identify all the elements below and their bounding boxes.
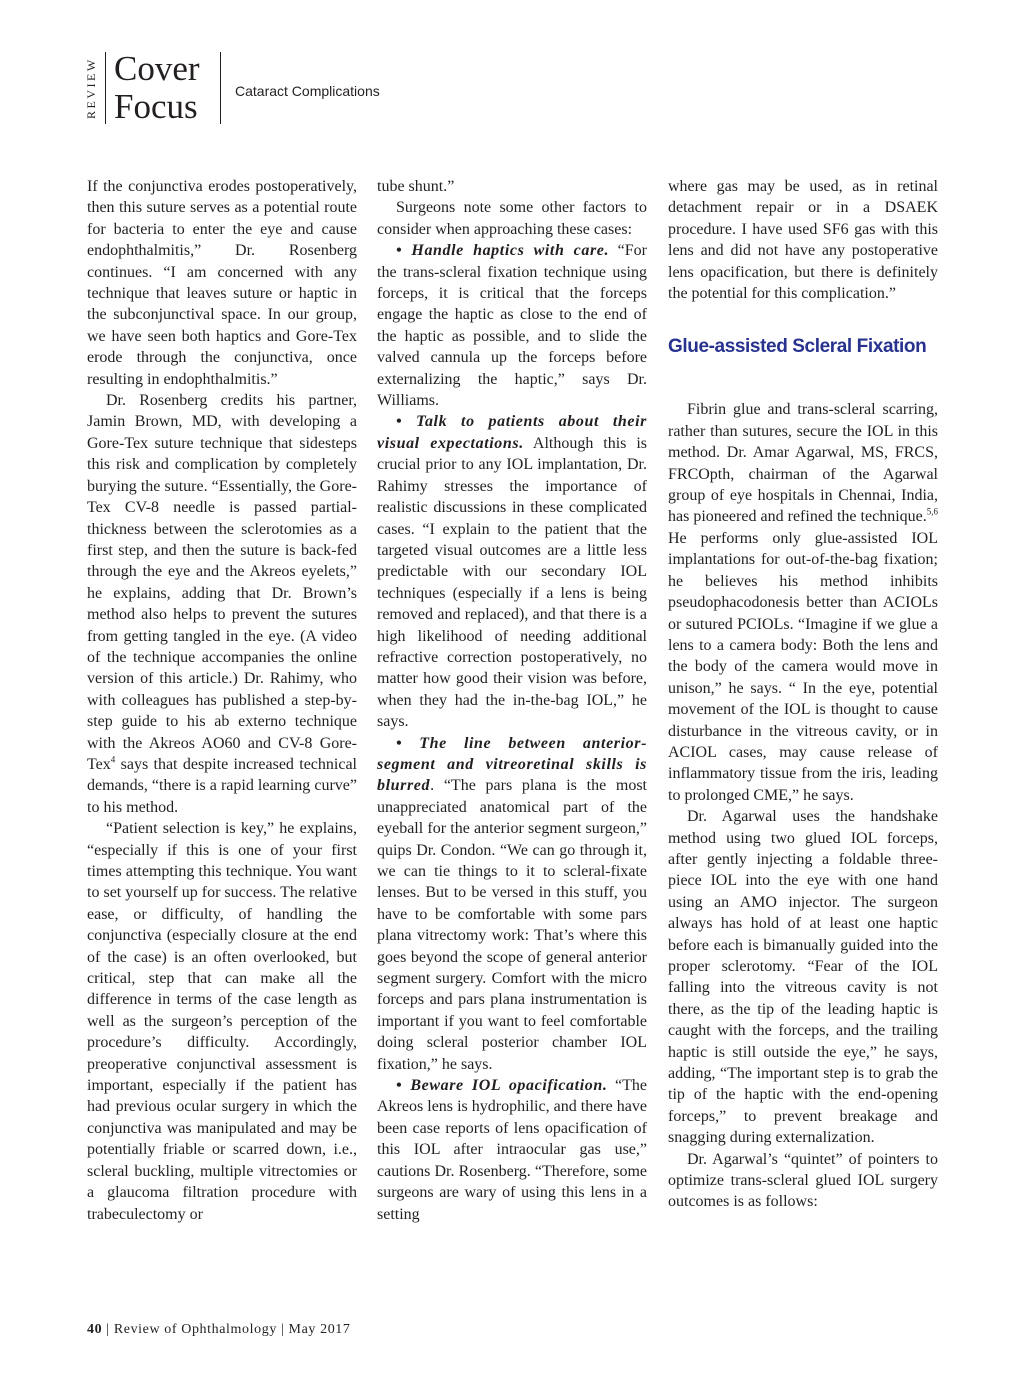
paragraph: tube shunt.” — [377, 178, 455, 195]
paragraph: Surgeons note some other factors to consider when approaching these cases: — [377, 199, 647, 238]
bullet-item — [377, 240, 647, 411]
article-column-3 — [668, 176, 938, 1213]
text-run: Dr. Rosenberg credits his partner, Jamin Brown, MD, with developing a Gore-Tex suture technique that sidesteps this risk and complication by completely burying the suture. “Essentially, the Gore-Tex CV-8 needle is passed partial-thickness between the sclerotomies as a first step, and then the suture is back-fed through the eye and the Akreos eyelets,” he explains, adding that Dr. Brown’s method also helps to prevent the sutures from getting tangled in the eye. (A video of the technique accompanies the online version of this article.) Dr. Rahimy, who with colleagues has published a step-by-step guide to his ab externo technique with the Akreos AO60 and CV-8 Gore-Tex — [87, 392, 357, 773]
bullet-item — [377, 733, 647, 1076]
article-column-1 — [87, 176, 357, 1225]
citation-superscript: 4 — [110, 754, 116, 765]
bullet-lead: • Beware IOL opacification. — [396, 1077, 608, 1095]
footer-separator: | — [276, 1322, 289, 1337]
page-footer — [87, 1322, 351, 1338]
paragraph: If the conjunctiva erodes postoperatively, then this suture serves as a potential route for bacteria to enter the eye and cause endophthalmitis,” Dr. Rosenberg continues. “I am concerned with any technique that leaves suture or haptic in the subconjunctival space. In our group, we have seen both haptics and Gore-Tex erode through the conjunctiva, once resulting in endophthalmitis.” — [87, 178, 357, 388]
text-run: says that despite increased technical demands, “there is a rapid learning curve” to his method. — [87, 755, 357, 816]
paragraph: “Patient selection is key,” he explains, “especially if this is one of your first times attempting this technique. You want to set yourself up for success. The relative ease, or difficulty, of handling the conjunctiva (especially closure at the end of the case) is an often overlooked, but critical, step that can make all the difference in terms of the case length as well as the surgeon’s perception of the procedure’s difficulty. Accordingly, preoperative conjunctival assessment is important, especially if the patient has had previous ocular surgery in which the conjunctiva was manipulated and may be potentially friable or scarred down, i.e., scleral buckling, multiple vitrectomies or a glaucoma filtration procedure with trabeculectomy or — [87, 820, 357, 1223]
text-run: He performs only glue-assisted IOL implantations for out-of-the-bag fixation; he believes his method inhibits pseudophacodonesis better than ACIOLs or sutured PCIOLs. “Imagine if we glue a lens to a camera body: Both the lens and the body of the camera would move in unison,” he says. “ In the eye, potential movement of the IOL is thought to cause disturbance in the vitreous cavity, or in ACIOL cases, may cause release of inflammatory tissue from the iris, leading to prolonged CME,” he says. — [668, 529, 938, 804]
citation-superscript: 5,6 — [926, 507, 938, 518]
cover-focus-title — [114, 50, 200, 126]
focus-word: Focus — [114, 87, 198, 126]
article-column-2 — [377, 176, 647, 1225]
masthead-divider — [220, 52, 221, 124]
publication-name: Review of Ophthalmology — [113, 1322, 277, 1337]
issue-date: May 2017 — [288, 1322, 351, 1337]
review-label: REVIEW — [84, 57, 98, 119]
paragraph: Dr. Agarwal’s “quintet” of pointers to optimize trans-scleral glued IOL surgery outcomes is as follows: — [668, 1150, 938, 1211]
bullet-text: “The Akreos lens is hydrophilic, and there have been case reports of lens opacification of this IOL after intraocular gas use,” cautions Dr. Rosenberg. “Therefore, some surgeons are wary of using this lens in a setting — [377, 1077, 647, 1223]
bullet-lead: • The line between anterior-segment and vitreoretinal skills is blurred — [377, 734, 647, 795]
bullet-lead: • Talk to patients about their visual expectations. — [377, 413, 647, 452]
bullet-text: . “The pars plana is the most unappreciated anatomical part of the eyeball for the anterior segment surgeon,” quips Dr. Condon. “We can go through it, we can tie things to it to scleral-fixate lenses. But to be versed in this stuff, you have to be comfortable with some pars plana vitrectomy work: That’s where this goes beyond the scope of general anterior segment surgery. Comfort with the micro forceps and pars plana instrumentation is important if you want to feel comfortable doing scleral posterior chamber IOL fixation,” he says. — [377, 777, 647, 1073]
bullet-text: “For the trans-scleral fixation technique using forceps, it is critical that the forceps engage the haptic as close to the end of the haptic as possible, and to slide the valved cannula up the forceps before externalizing the haptic,” says Dr. Williams. — [377, 242, 647, 410]
cover-word: Cover — [114, 49, 200, 88]
paragraph: where gas may be used, as in retinal detachment repair or in a DSAEK procedure. I have used SF6 gas with this lens and did not have any postoperative lens opacification, but there is definitely the potential for this complication.” — [668, 178, 938, 303]
section-subhead: Glue-assisted Scleral Fixation — [668, 336, 927, 358]
bullet-lead: • Handle haptics with care. — [396, 242, 610, 260]
text-run: Fibrin glue and trans-scleral scarring, rather than sutures, secure the IOL in this method. Dr. Amar Agarwal, MS, FRCS, FRCOpth, chairman of the Agarwal group of eye hospitals in Chennai, India, has pioneered and refined the technique. — [668, 401, 938, 526]
footer-separator: | — [102, 1322, 114, 1337]
section-label: Cataract Complications — [235, 83, 380, 99]
bullet-item — [377, 411, 647, 732]
masthead-divider — [105, 52, 106, 124]
paragraph — [668, 399, 938, 806]
page-number: 40 — [87, 1322, 103, 1337]
paragraph — [87, 390, 357, 818]
paragraph: Dr. Agarwal uses the handshake method using two glued IOL forceps, after gently injecting a foldable three-piece IOL into the eye with one hand using an AMO injector. The surgeon always has hold of at least one haptic before each is bimanually guided into the proper sclerotomy. “Fear of the IOL falling into the vitreous cavity is not there, as the tip of the leading haptic is caught with the forceps, and the trailing haptic is still outside the eye,” he says, adding, “The important step is to grab the tip of the haptic with the end-opening forceps,” to prevent breakage and snagging during externalization. — [668, 808, 938, 1147]
bullet-item — [377, 1075, 647, 1225]
bullet-text: Although this is crucial prior to any IOL implantation, Dr. Rahimy stresses the importance of realistic discussions in these complicated cases. “I explain to the patient that the targeted visual outcomes are a little less predictable with our secondary IOL techniques (especially if a lens is being removed and replaced), and that there is a high likelihood of needing additional refractive correction postoperatively, no matter how good their vision was before, when they had the in-the-bag IOL,” he says. — [377, 434, 647, 731]
